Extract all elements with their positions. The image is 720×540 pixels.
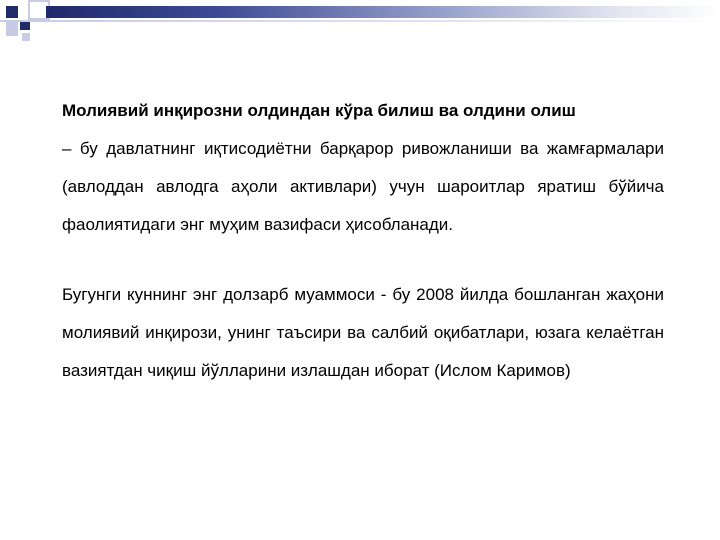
decorative-square-dark	[6, 6, 18, 18]
paragraph-1	[62, 92, 664, 244]
header-divider-line	[0, 20, 720, 22]
slide-content	[62, 92, 664, 390]
decorative-square-light-small	[22, 33, 30, 41]
paragraph-1-lead: Молиявий инқирозни олдиндан кўра билиш ва олдини олиш	[62, 101, 576, 120]
paragraph-2-text: Бугунги куннинг энг долзарб муаммоси - бу 2008 йилда бошланган жаҳони молиявий инқирози, унинг таъсири ва салбий оқибатлари, юзага келаётган вазиятдан чиқиш йўлларини излашдан иборат (Ислом Каримов)	[62, 285, 664, 380]
paragraph-2	[62, 276, 664, 390]
decorative-square-light	[6, 22, 18, 36]
header-gradient-band	[46, 6, 720, 18]
paragraph-1-body: – бу давлатнинг иқтисодиётни барқарор ривожланиши ва жамғармалари (авлоддан авлодга аҳоли активлари) учун шароитлар яратиш бўйича фаолиятидаги энг муҳим вазифаси ҳисобланади.	[62, 139, 664, 234]
